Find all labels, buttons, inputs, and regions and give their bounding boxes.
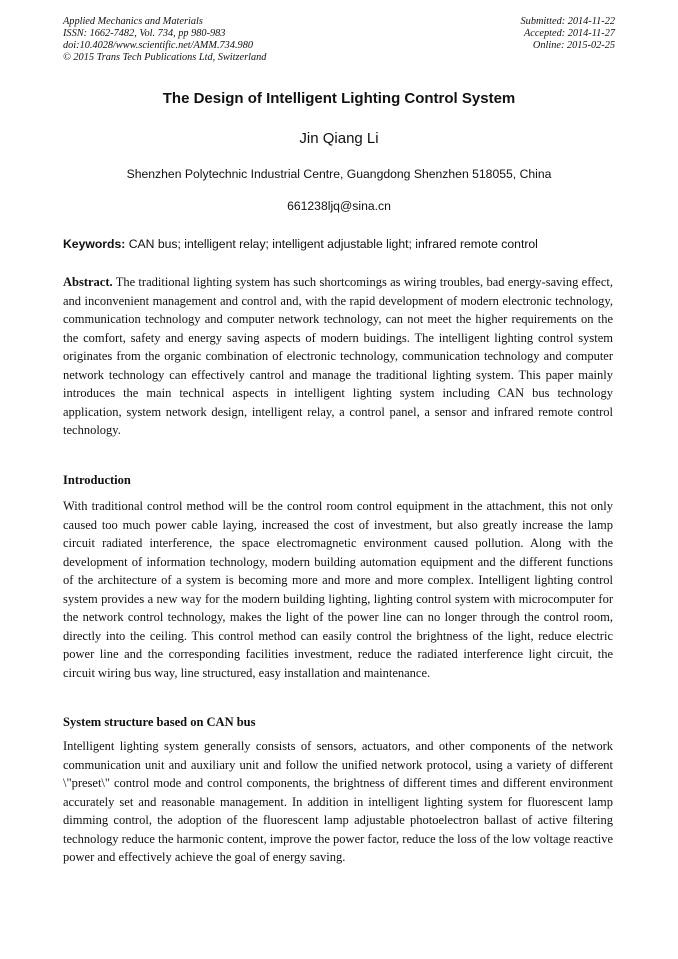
section-heading-system-structure: System structure based on CAN bus xyxy=(63,715,256,729)
paper-title: The Design of Intelligent Lighting Control System xyxy=(162,90,516,107)
journal-copyright: © 2015 Trans Tech Publications Ltd, Switzerland xyxy=(63,52,267,63)
journal-header-right xyxy=(521,16,615,52)
system-structure-body: Intelligent lighting system generally consists of sensors, actuators, and other components of the network communication unit and auxiliary unit and follow the unified network protocol, using a variety of different \"preset\" control mode and control components, the brightness of different times and different environment accurately set and reasonable management. In addition in intelligent lighting system for fluorescent lamp dimming control, the adoption of the fluorescent lamp adjustable photoelectron ballast of active filtering technology reduce the harmonic content, improve the power factor, reduce the loss of the low voltage reactive power and effectively achieve the goal of energy saving. xyxy=(63,739,613,864)
online-date: Online: 2015-02-25 xyxy=(532,40,615,51)
author-email: 661238ljq@sina.cn xyxy=(287,199,391,213)
journal-issn: ISSN: 1662-7482, Vol. 734, pp 980-983 xyxy=(63,28,226,39)
author-affiliation: Shenzhen Polytechnic Industrial Centre, Guangdong Shenzhen 518055, China xyxy=(126,167,552,181)
submitted-date: Submitted: 2014-11-22 xyxy=(520,16,615,27)
abstract xyxy=(63,273,613,440)
keywords-label: Keywords: xyxy=(63,237,126,251)
introduction-body: With traditional control method will be the control room control equipment in the attachment, this not only caused too much power cable laying, increased the cost of investment, but also greatly increase the lamp circuit radiated interference, the space electromagnetic environment caused pollution. Along with the development of information technology, modern building automation equipment and the different functions of the architecture of a system is becoming more and more and more complex. Intelligent lighting control system provides a new way for the modern building lighting, lighting control system with microcomputer for the network control technology, makes the light of the power line can no longer through the control room, directly into the ceiling. This control method can easily control the brightness of the light, reduce electric power line and the corresponding facilities investment, reduce the radiated interference light circuit, the circuit wiring bus way, line structured, easy installation and maintenance. xyxy=(63,499,613,680)
journal-header-left xyxy=(63,16,266,64)
keywords-text: CAN bus; intelligent relay; intelligent adjustable light; infrared remote control xyxy=(125,237,538,251)
abstract-text: The traditional lighting system has such shortcomings as wiring troubles, bad energy-saving effect, and inconvenient management and control and, with the rapid development of modern electronic technology, communication technology and computer network technology, can not meet the higher requirements on the the comfort, safety and energy saving aspects of modern buidings. The intelligent lighting control system originates from the organic combination of electronic technology, communication technology and computer network technology can effectively cantrol and manage the traditional lighting system. This paper mainly introduces the main technical aspects in intelligent lighting system including CAN bus technology application, system network design, intelligent relay, a control panel, a sensor and infrared remote control technology. xyxy=(63,275,613,437)
section-heading-introduction: Introduction xyxy=(63,473,131,487)
journal-name: Applied Mechanics and Materials xyxy=(63,16,203,27)
abstract-label: Abstract. xyxy=(63,275,113,289)
accepted-date: Accepted: 2014-11-27 xyxy=(523,28,615,39)
keywords xyxy=(63,237,615,251)
journal-doi: doi:10.4028/www.scientific.net/AMM.734.980 xyxy=(63,40,253,51)
author-name: Jin Qiang Li xyxy=(299,130,379,147)
